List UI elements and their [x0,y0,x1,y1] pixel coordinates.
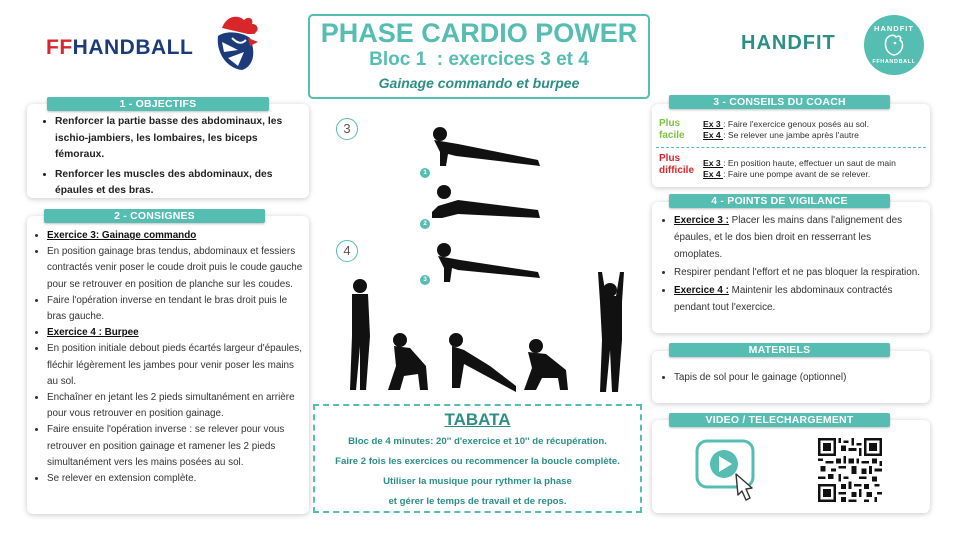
video-play-button[interactable] [694,438,760,492]
burpee-squat-figure-2 [524,339,568,390]
vigilance-tab: 4 - POINTS DE VIGILANCE [669,194,890,208]
vigilance-item: • Exercice 3 : Placer les mains dans l'alignement des épaules, et le dos bien droit en resserrant les omoplates. [674,212,922,263]
ffhandball-logo-ff: FF [46,36,73,59]
header-box [308,14,650,99]
consigne-item: • En position initiale debout pieds écartés largeur d'épaules, fléchir légèrement les jambes pour venir poser les mains au sol. [47,341,303,390]
rooster-icon [208,14,262,72]
coach-tip: Ex 4 : Se relever une jambe après l'autre [703,129,859,140]
plus-difficile-label: Plus difficile [659,153,695,176]
page-subtitle: Bloc 1 : exercices 3 et 4 [369,49,589,70]
ffhandball-logo[interactable] [46,34,266,74]
burpee-squat-figure [388,333,428,390]
video-card [652,420,930,513]
badge-bottom-text: FFHANDBALL [872,59,916,65]
commando-plank-illustration [428,122,548,292]
exercise-3-number: 3 [336,118,358,140]
page-italic-subtitle: Gainage commando et burpee [378,75,580,91]
step-number: 1 [420,168,430,178]
tabata-line: Faire 2 fois les exercices ou recommencer la boucle complète. [335,456,620,467]
tabata-box [313,404,642,513]
qr-code[interactable] [818,438,882,502]
burpee-jump-figure [598,272,624,392]
conseils-tab: 3 - CONSEILS DU COACH [669,95,890,109]
facile-tips [703,119,869,140]
tabata-line: Utiliser la musique pour rythmer la phase [383,476,572,487]
tabata-line: Bloc de 4 minutes: 20'' d'exercice et 10'' de récupération. [348,436,607,447]
burpee-illustration [340,270,630,396]
plank-figure-elbow [432,185,540,218]
page-title: PHASE CARDIO POWER [320,18,638,48]
qr-code-icon [818,438,882,502]
coach-tip: Ex 3 : Faire l'exercice genoux posés au sol. [703,119,869,129]
conseils-card [652,104,930,187]
plus-facile-label: Plus facile [659,118,685,141]
tabata-title: TABATA [444,410,511,429]
objectif-item: • Renforcer la partie basse des abdominaux, les ischio-jambiers, les lombaires, les biceps fémoraux. [55,114,301,164]
consigne-item: • Faire l'opération inverse en tendant le bras droit puis le bras gauche. [47,293,303,325]
vigilance-item: • Exercice 4 : Maintenir les abdominaux contractés pendant tout l'exercice. [674,282,922,316]
vigilance-card [652,202,930,333]
play-icon [694,438,760,502]
tabata-line: et gérer le temps de travail et de repos. [388,496,567,507]
exercise-4-title: Exercice 4 : Burpee [47,327,139,339]
materiel-item: • Tapis de sol pour le gainage (optionnel) [674,369,922,386]
consignes-tab: 2 - CONSIGNES [44,209,265,223]
consigne-item: • En position gainage bras tendus, abdominaux et fessiers contractés venir poser le coude droit puis le coude gauche pour se retrouver en position de planche sur les coudes. [47,244,303,293]
handfit-logo[interactable]: HANDFIT [741,32,836,54]
objectifs-card [27,104,309,198]
exercise-4-number: 4 [336,240,358,262]
plank-figure-high [433,127,540,166]
consigne-item: • Enchaîner en jetant les 2 pieds simultanément en arrière pour vous retrouver en position gainage. [47,390,303,422]
materiels-tab: MATERIELS [669,343,890,357]
consigne-item: • Se relever en extension complète. [47,471,303,487]
materiels-card [652,351,930,403]
consigne-item: • Faire ensuite l'opération inverse : se relever pour vous retrouver en position gainage et ramener les 2 pieds simultanément vers les mains posées au sol. [47,422,303,471]
ffhandball-logo-text: HANDBALL [72,36,194,59]
exercise-3-title: Exercice 3: Gainage commando [47,230,197,241]
rooster-badge-icon [882,34,906,56]
handfit-badge [864,15,924,75]
burpee-plank-figure [449,333,516,392]
consignes-card [27,216,309,514]
vigilance-item: • Respirer pendant l'effort et ne pas bloquer la respiration. [674,264,922,281]
difficile-tips [703,158,896,179]
step-number: 2 [420,219,430,229]
badge-top-text: HANDFIT [874,24,914,33]
coach-divider [656,147,926,148]
objectifs-tab: 1 - OBJECTIFS [47,97,269,111]
coach-tip: Ex 3 : En position haute, effectuer un saut de main [703,158,896,168]
burpee-standing-figure [350,279,370,390]
video-tab: VIDEO / TELECHARGEMENT [669,413,890,427]
objectif-item: • Renforcer les muscles des abdominaux, des épaules et des bras. [55,167,301,200]
step-number: 3 [420,275,430,285]
coach-tip: Ex 4 : Faire une pompe avant de se relever. [703,168,871,179]
